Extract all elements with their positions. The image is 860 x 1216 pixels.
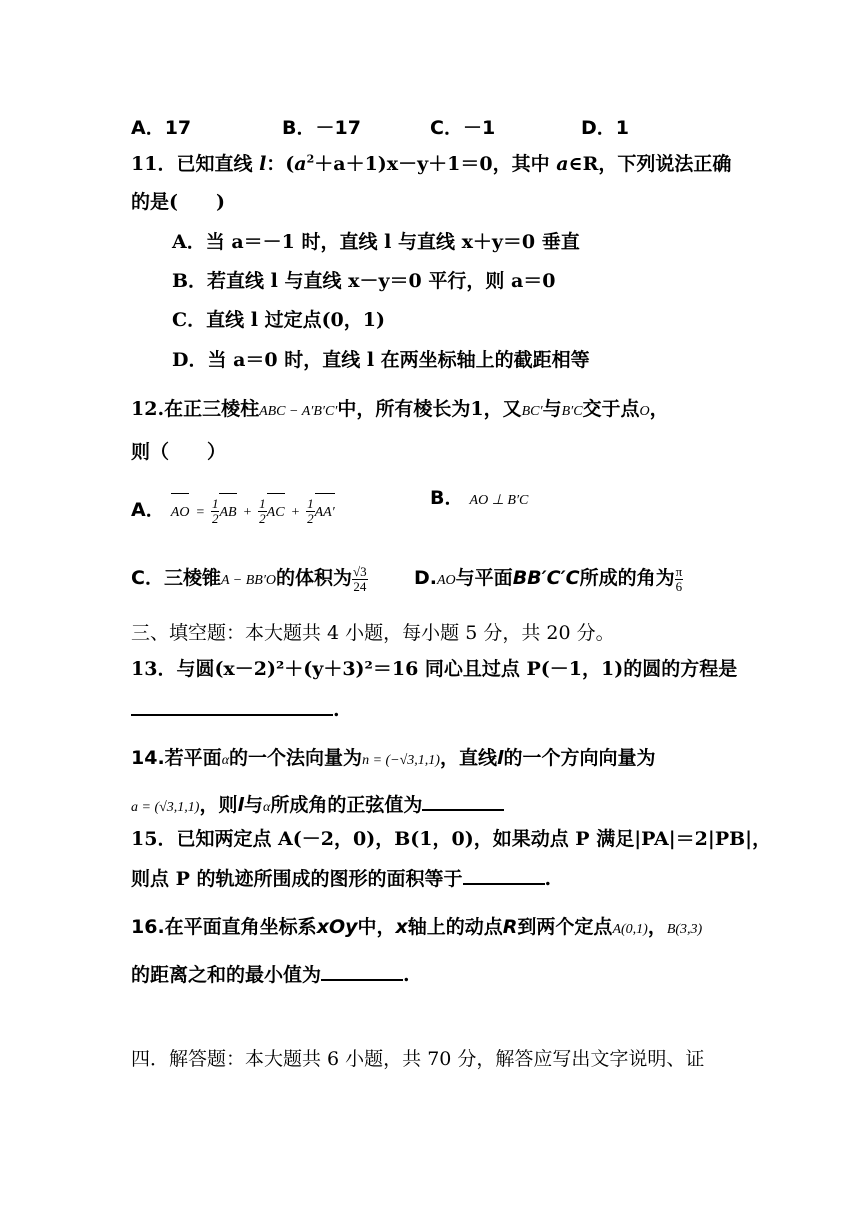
q11-option-d: D．当 a＝0 时，直线 l 在两坐标轴上的截距相等 — [172, 349, 590, 371]
q11-exp: 2 — [306, 152, 315, 166]
q14-blank — [422, 791, 504, 811]
q16-stem-line2 — [131, 961, 410, 987]
fraction-half — [306, 497, 315, 526]
q12-text: 三棱锥 — [163, 567, 221, 589]
line-l: l — [496, 747, 504, 769]
q16-number: 16. — [131, 916, 165, 938]
q14-number: 14. — [131, 747, 165, 769]
q14-stem-line2 — [131, 791, 504, 820]
q16-text: 在平面直角坐标系 — [164, 916, 317, 938]
q11-option-b: B．若直线 l 与直线 x－y＝0 平行，则 a＝0 — [172, 270, 556, 292]
q12-prism: ABC − A′B′C′ — [259, 404, 338, 419]
q12-text: ，又 — [483, 398, 522, 420]
fraction-angle — [675, 565, 684, 594]
plane-alpha: α — [221, 753, 230, 768]
q13-stem: 13．与圆(x－2)²＋(y＋3)²＝16 同心且过点 P(－1，1)的圆的方程是 — [131, 658, 738, 680]
section-3-heading: 三、填空题：本大题共 4 小题，每小题 5 分，共 20 分。 — [131, 622, 615, 644]
frac-num: 1 — [307, 495, 314, 511]
q11-stem — [131, 152, 731, 176]
q12-text: 中，所有棱长为 — [337, 398, 471, 420]
vec-ac: AC — [267, 495, 285, 531]
q16-text: 到两个定点 — [517, 916, 613, 938]
fraction-volume — [352, 565, 368, 594]
q12-number: 12. — [131, 398, 165, 420]
q12-option-b-label: B． — [430, 487, 464, 509]
section-4-heading: 四．解答题：本大题共 6 小题，共 70 分，解答应写出文字说明、证 — [131, 1048, 705, 1070]
q14-text: ，则 — [199, 794, 238, 816]
q11-var-a: a — [556, 153, 569, 175]
fraction-half — [258, 497, 267, 526]
vec-aa: AA′ — [315, 495, 335, 531]
point-b: B(3,3) — [666, 922, 703, 937]
q16-text: 轴上的动点 — [407, 916, 503, 938]
axis-x: x — [395, 916, 408, 938]
q14-text: ，直线 — [439, 747, 497, 769]
q16-blank — [321, 961, 403, 981]
direction-vector-a: a = (√3,1,1) — [131, 800, 200, 815]
frac-den: 6 — [675, 578, 683, 594]
q10-option-b: B．－17 — [282, 117, 361, 139]
vec-ab: AB — [219, 495, 236, 531]
q11-stem-line2: 的是( ) — [131, 191, 225, 213]
q12-text: 所成的角为 — [579, 567, 675, 589]
q11-option-c: C．直线 l 过定点(0，1) — [172, 309, 385, 331]
q12-stem — [131, 397, 669, 424]
q16-stem — [131, 915, 702, 942]
segment-ao: AO — [437, 573, 456, 588]
q12-option-c-label: C． — [131, 567, 164, 589]
q11-number: 11． — [131, 153, 177, 175]
q12-text: 与 — [542, 398, 562, 420]
normal-vector-n: n = (−√3,1,1) — [362, 753, 440, 768]
q15-text: 则点 P 的轨迹所围成的图形的面积等于 — [131, 868, 463, 890]
q12-option-a — [131, 492, 335, 531]
frac-den: 2 — [211, 510, 219, 526]
q13-answer-line — [131, 696, 340, 722]
frac-num: √3 — [353, 563, 367, 579]
frac-num: π — [675, 563, 683, 579]
point-r: R — [502, 916, 518, 938]
q15-period: . — [544, 868, 552, 890]
q10-option-a: A．17 — [131, 117, 192, 139]
coord-system-xoy: xOy — [316, 916, 358, 938]
q12-text: ， — [649, 398, 669, 420]
q12-option-c — [131, 558, 368, 601]
q14-text: 的一个方向向量为 — [503, 747, 656, 769]
q11-text: ：( — [266, 153, 295, 175]
q15-stem: 15．已知两定点 A(－2，0)，B(1，0)，如果动点 P 满足|PA|＝2|PB|， — [131, 828, 772, 850]
frac-num: 1 — [259, 495, 266, 511]
q16-text: ， — [647, 916, 667, 938]
line-l: l — [237, 794, 244, 816]
q13-period: . — [333, 699, 340, 721]
q11-var-a: a — [294, 153, 307, 175]
q14-text: 与 — [244, 794, 264, 816]
q14-stem — [131, 746, 656, 773]
plus-sign: + — [242, 505, 253, 520]
q12-option-d — [414, 558, 683, 601]
q15-stem-line2 — [131, 865, 551, 891]
q12-text: 1 — [470, 398, 484, 420]
q14-text: 的一个法向量为 — [229, 747, 363, 769]
q12-segment-bc1: BC′ — [521, 404, 543, 419]
q12-segment-bc2: B′C — [561, 404, 583, 419]
plane-alpha: α — [263, 800, 271, 815]
plus-sign: + — [290, 505, 301, 520]
q16-period: . — [403, 964, 410, 986]
q14-text: 若平面 — [164, 747, 222, 769]
q12-point-o: O — [639, 404, 650, 419]
q16-text: 中， — [357, 916, 396, 938]
vec-ao: AO — [171, 495, 190, 531]
q13-blank — [131, 696, 333, 716]
eq-sign: = — [195, 505, 205, 520]
q10-option-c: C．－1 — [430, 117, 496, 139]
q12-text: 交于点 — [582, 398, 640, 420]
q11-text: ＋a＋1)x－y＋1＝0，其中 — [314, 153, 557, 175]
q11-text: 已知直线 — [176, 153, 260, 175]
q14-text: 所成角的正弦值为 — [270, 794, 423, 816]
q12-option-b-expr: AO ⊥ B′C — [469, 493, 529, 508]
frac-den: 2 — [259, 510, 266, 526]
q12-stem-line2: 则（ ） — [131, 441, 227, 463]
frac-num: 1 — [211, 495, 219, 511]
q11-var-l: l — [259, 153, 267, 175]
plane-bbcc: BB′C′C — [512, 567, 580, 589]
q10-option-d: D．1 — [581, 117, 629, 139]
q12-option-a-label: A． — [131, 499, 165, 521]
point-a: A(0,1) — [612, 922, 648, 937]
frac-den: 2 — [307, 510, 314, 526]
q15-blank — [463, 865, 545, 885]
q12-pyramid: A − BB′O — [220, 573, 276, 588]
q16-text: 的距离之和的最小值为 — [131, 964, 322, 986]
frac-den: 24 — [353, 578, 367, 594]
q11-text: ∈R，下列说法正确 — [568, 153, 732, 175]
q12-text: 的体积为 — [276, 567, 353, 589]
q12-option-d-label: D. — [414, 567, 437, 589]
q12-text: 在正三棱柱 — [164, 398, 260, 420]
q12-text: 与平面 — [455, 567, 513, 589]
q12-option-b — [430, 486, 528, 513]
q11-option-a: A．当 a＝－1 时，直线 l 与直线 x＋y＝0 垂直 — [172, 231, 580, 253]
